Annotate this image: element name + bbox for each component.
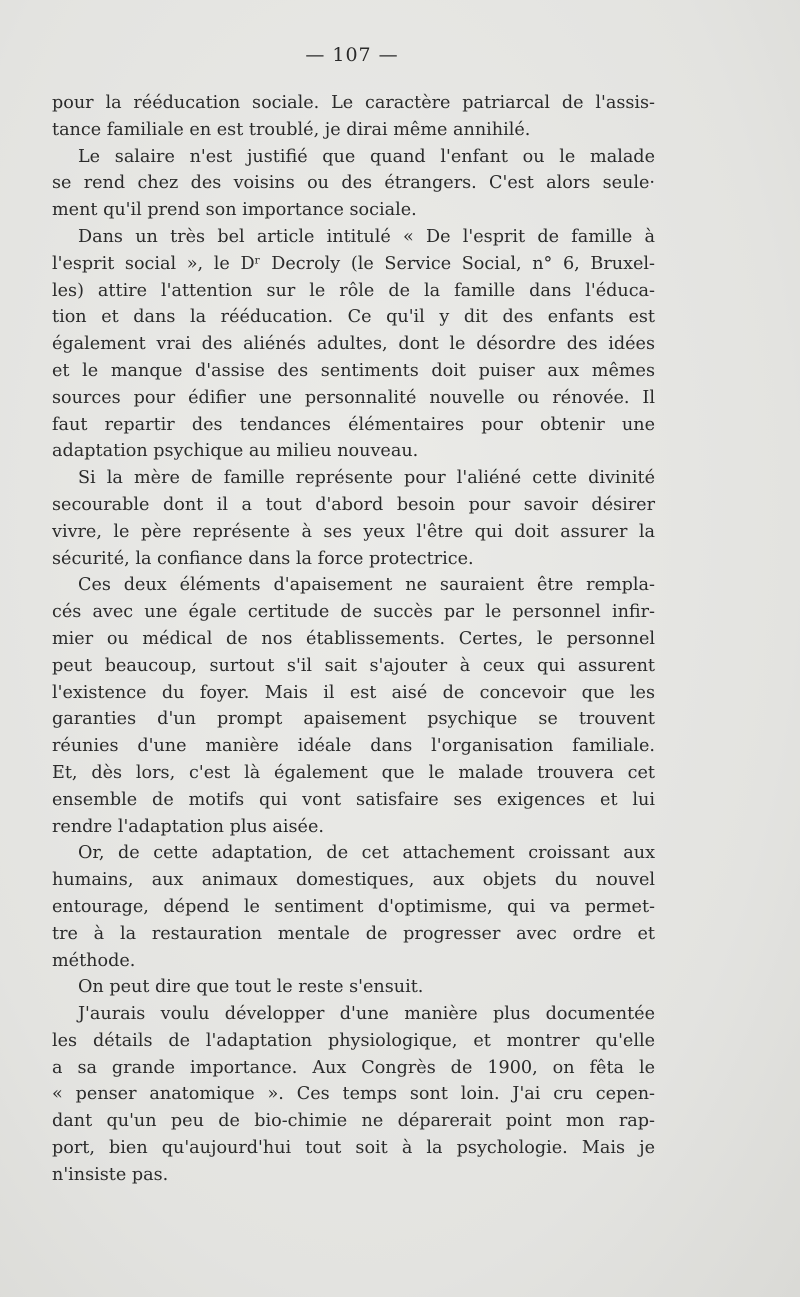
text-line: Et, dès lors, c'est là également que le malade trouvera cet	[52, 762, 655, 783]
text-line: Or, de cette adaptation, de cet attachement croissant aux	[78, 843, 655, 864]
text-line: tre à la restauration mentale de progresser avec ordre et	[52, 923, 655, 944]
text-line: sources pour édifier une personnalité nouvelle ou rénovée. Il	[52, 387, 655, 408]
text-line: sécurité, la confiance dans la force protectrice.	[52, 548, 474, 569]
text-line: Ces deux éléments d'apaisement ne sauraient être rempla-	[78, 575, 655, 596]
paragraph	[52, 840, 655, 974]
text-line: pour la rééducation sociale. Le caractère patriarcal de l'assis-	[52, 93, 655, 113]
text-line: faut repartir des tendances élémentaires pour obtenir une	[52, 414, 655, 435]
paragraph	[52, 1001, 655, 1189]
text-line: ment qu'il prend son importance sociale.	[52, 200, 417, 221]
text-line: « penser anatomique ». Ces temps sont loin. J'ai cru cepen-	[52, 1084, 655, 1105]
text-line: réunies d'une manière idéale dans l'organisation familiale.	[52, 736, 655, 757]
text-line: cés avec une égale certitude de succès par le personnel infir-	[52, 602, 655, 623]
page-number: — 107 —	[305, 44, 399, 66]
text-line: dant qu'un peu de bio-chimie ne déparerait point mon rap-	[52, 1111, 655, 1132]
text-line: Dans un très bel article intitulé « De l'esprit de famille à	[78, 226, 655, 247]
text-line: humains, aux animaux domestiques, aux objets du nouvel	[52, 870, 655, 891]
text-line: On peut dire que tout le reste s'ensuit.	[78, 977, 424, 998]
text-line: méthode.	[52, 950, 136, 971]
text-line: entourage, dépend le sentiment d'optimisme, qui va permet-	[52, 896, 655, 917]
paragraph	[52, 144, 655, 224]
text-line: mier ou médical de nos établissements. Certes, le personnel	[52, 628, 655, 649]
text-line: Le salaire n'est justifié que quand l'enfant ou le malade	[78, 146, 655, 167]
text-line: se rend chez des voisins ou des étrangers. C'est alors seule·	[52, 173, 655, 194]
body-text	[52, 90, 655, 1189]
text-line: les détails de l'adaptation physiologique, et montrer qu'elle	[52, 1030, 655, 1051]
text-line: également vrai des aliénés adultes, dont le désordre des idées	[52, 334, 655, 355]
text-line: tance familiale en est troublé, je dirai même annihilé.	[52, 119, 531, 140]
text-line: n'insiste pas.	[52, 1164, 169, 1185]
paragraph	[52, 224, 655, 465]
text-line: vivre, le père représente à ses yeux l'être qui doit assurer la	[52, 521, 655, 542]
text-line: port, bien qu'aujourd'hui tout soit à la psychologie. Mais je	[52, 1138, 655, 1159]
paragraph	[52, 90, 655, 144]
text-line: l'esprit social », le Dʳ Decroly (le Service Social, n° 6, Bruxel-	[52, 253, 655, 274]
text-line: l'existence du foyer. Mais il est aisé de concevoir que les	[52, 682, 655, 703]
text-line: a sa grande importance. Aux Congrès de 1900, on fêta le	[52, 1057, 655, 1078]
text-line: rendre l'adaptation plus aisée.	[52, 816, 324, 837]
text-line: ensemble de motifs qui vont satisfaire ses exigences et lui	[52, 789, 655, 810]
paragraph	[52, 974, 655, 1001]
paragraph	[52, 572, 655, 840]
text-line: J'aurais voulu développer d'une manière plus documentée	[78, 1004, 655, 1025]
text-line: et le manque d'assise des sentiments doit puiser aux mêmes	[52, 360, 655, 381]
paragraph	[52, 465, 655, 572]
text-line: tion et dans la rééducation. Ce qu'il y dit des enfants est	[52, 307, 655, 328]
text-line: peut beaucoup, surtout s'il sait s'ajouter à ceux qui assurent	[52, 655, 655, 676]
text-line: Si la mère de famille représente pour l'aliéné cette divinité	[78, 468, 655, 489]
text-line: secourable dont il a tout d'abord besoin pour savoir désirer	[52, 494, 655, 515]
text-line: adaptation psychique au milieu nouveau.	[52, 441, 419, 462]
text-line: garanties d'un prompt apaisement psychique se trouvent	[52, 709, 655, 730]
text-line: les) attire l'attention sur le rôle de la famille dans l'éduca-	[52, 280, 655, 301]
